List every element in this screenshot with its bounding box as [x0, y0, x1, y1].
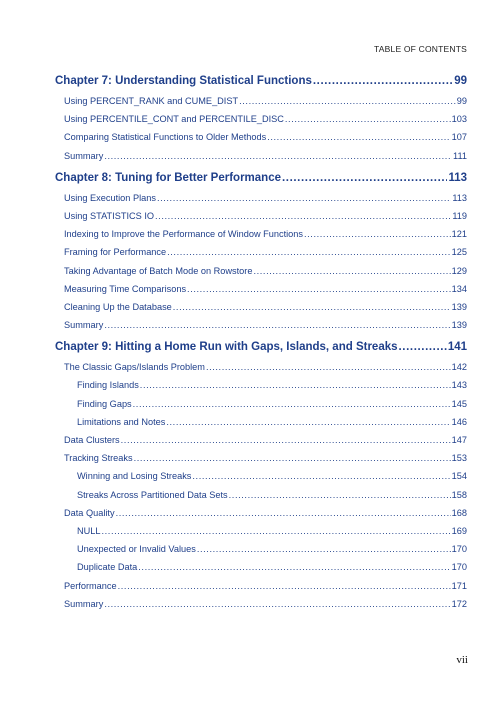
dot-leader — [133, 395, 451, 413]
dot-leader — [313, 70, 453, 92]
dot-leader — [239, 92, 456, 110]
dot-leader — [102, 522, 451, 540]
dot-leader — [229, 486, 451, 504]
toc-entry-page-number: 103 — [451, 114, 467, 125]
toc-section-entry[interactable] — [55, 243, 467, 261]
toc-entry-title: Framing for Performance — [64, 247, 167, 258]
dot-leader — [166, 413, 450, 431]
toc-entry-title: Measuring Time Comparisons — [64, 283, 187, 294]
toc-entry-title: Summary — [64, 320, 104, 331]
toc-section-entry[interactable] — [55, 147, 467, 165]
toc-entry-page-number: 154 — [451, 471, 467, 482]
table-of-contents — [55, 70, 467, 613]
toc-section-entry[interactable] — [55, 358, 467, 376]
toc-entry-title: Summary — [64, 150, 104, 161]
toc-section-entry[interactable] — [55, 431, 467, 449]
dot-leader — [116, 504, 451, 522]
dot-leader — [155, 207, 451, 225]
toc-section-entry[interactable] — [55, 280, 467, 298]
toc-entry-title: Chapter 8: Tuning for Better Performance — [55, 171, 281, 184]
dot-leader — [399, 336, 447, 358]
toc-section-entry[interactable] — [55, 298, 467, 316]
toc-entry-page-number: 143 — [451, 380, 467, 391]
dot-leader — [157, 189, 451, 207]
toc-entry-page-number: 168 — [451, 507, 467, 518]
dot-leader — [304, 225, 451, 243]
toc-section-entry[interactable] — [55, 595, 467, 613]
toc-entry-page-number: 121 — [451, 229, 467, 240]
toc-subsection-entry[interactable] — [55, 540, 467, 558]
toc-entry-title: NULL — [77, 525, 101, 536]
toc-entry-title: Limitations and Notes — [77, 416, 166, 427]
toc-entry-page-number: 170 — [451, 544, 467, 555]
toc-entry-page-number: 125 — [451, 247, 467, 258]
dot-leader — [192, 467, 450, 485]
dot-leader — [138, 558, 450, 576]
dot-leader — [173, 298, 451, 316]
toc-entry-title: Tracking Streaks — [64, 453, 133, 464]
toc-entry-title: Streaks Across Partitioned Data Sets — [77, 489, 228, 500]
dot-leader — [285, 110, 451, 128]
toc-entry-title: Duplicate Data — [77, 562, 138, 573]
dot-leader — [118, 577, 451, 595]
dot-leader — [104, 147, 452, 165]
toc-entry-title: The Classic Gaps/Islands Problem — [64, 362, 205, 373]
toc-section-entry[interactable] — [55, 449, 467, 467]
toc-entry-page-number: 139 — [451, 320, 467, 331]
dot-leader — [140, 376, 451, 394]
toc-entry-page-number: 119 — [452, 210, 467, 221]
toc-entry-page-number: 99 — [454, 75, 467, 87]
toc-subsection-entry[interactable] — [55, 522, 467, 540]
dot-leader — [134, 449, 451, 467]
toc-section-entry[interactable] — [55, 92, 467, 110]
toc-entry-page-number: 153 — [451, 453, 467, 464]
toc-subsection-entry[interactable] — [55, 486, 467, 504]
toc-entry-page-number: 142 — [451, 362, 467, 373]
toc-subsection-entry[interactable] — [55, 395, 467, 413]
dot-leader — [267, 128, 450, 146]
toc-entry-title: Data Quality — [64, 507, 115, 518]
dot-leader — [282, 167, 447, 189]
toc-entry-page-number: 170 — [451, 562, 467, 573]
toc-entry-title: Finding Gaps — [77, 398, 132, 409]
toc-entry-page-number: 171 — [451, 580, 467, 591]
dot-leader — [167, 243, 451, 261]
toc-entry-title: Finding Islands — [77, 380, 139, 391]
toc-entry-title: Using Execution Plans — [64, 192, 156, 203]
toc-chapter-entry[interactable] — [55, 167, 467, 189]
toc-section-entry[interactable] — [55, 110, 467, 128]
toc-entry-page-number: 111 — [453, 150, 467, 161]
toc-entry-title: Comparing Statistical Functions to Older Methods — [64, 132, 267, 143]
toc-entry-page-number: 146 — [451, 416, 467, 427]
toc-subsection-entry[interactable] — [55, 558, 467, 576]
toc-entry-page-number: 145 — [451, 398, 467, 409]
toc-section-entry[interactable] — [55, 504, 467, 522]
toc-entry-title: Using PERCENT_RANK and CUME_DIST — [64, 96, 239, 106]
toc-entry-page-number: 99 — [456, 96, 467, 106]
toc-chapter-entry[interactable] — [55, 70, 467, 92]
running-head: TABLE OF CONTENTS — [374, 44, 467, 54]
toc-section-entry[interactable] — [55, 262, 467, 280]
toc-entry-title: Using PERCENTILE_CONT and PERCENTILE_DISC — [64, 114, 284, 125]
toc-entry-title: Taking Advantage of Batch Mode on Rowstore — [64, 265, 253, 276]
dot-leader — [253, 262, 450, 280]
toc-section-entry[interactable] — [55, 207, 467, 225]
toc-section-entry[interactable] — [55, 577, 467, 595]
toc-entry-title: Winning and Losing Streaks — [77, 471, 192, 482]
toc-section-entry[interactable] — [55, 128, 467, 146]
toc-section-entry[interactable] — [55, 316, 467, 334]
toc-section-entry[interactable] — [55, 189, 467, 207]
toc-entry-page-number: 172 — [451, 598, 467, 609]
toc-entry-title: Data Clusters — [64, 435, 120, 445]
toc-entry-page-number: 107 — [451, 132, 467, 143]
toc-entry-title: Performance — [64, 580, 117, 591]
toc-entry-page-number: 113 — [452, 192, 467, 203]
toc-entry-title: Using STATISTICS IO — [64, 210, 155, 221]
dot-leader — [121, 431, 451, 449]
toc-subsection-entry[interactable] — [55, 467, 467, 485]
toc-entry-page-number: 158 — [451, 489, 467, 500]
toc-entry-page-number: 139 — [451, 301, 467, 312]
toc-entry-page-number: 129 — [451, 265, 467, 276]
toc-entry-title: Chapter 7: Understanding Statistical Functions — [55, 75, 312, 87]
dot-leader — [104, 595, 450, 613]
toc-entry-page-number: 134 — [451, 283, 467, 294]
page-number: vii — [456, 654, 468, 666]
toc-entry-title: Chapter 9: Hitting a Home Run with Gaps, Islands, and Streaks — [55, 341, 398, 354]
dot-leader — [187, 280, 451, 298]
toc-entry-title: Indexing to Improve the Performance of Window Functions — [64, 229, 303, 240]
toc-entry-title: Unexpected or Invalid Values — [77, 544, 196, 555]
toc-entry-page-number: 113 — [448, 171, 467, 184]
dot-leader — [197, 540, 451, 558]
toc-entry-title: Cleaning Up the Database — [64, 301, 172, 312]
dot-leader — [206, 358, 451, 376]
toc-entry-page-number: 147 — [451, 435, 467, 445]
toc-entry-page-number: 141 — [447, 341, 467, 354]
toc-chapter-entry[interactable] — [55, 336, 467, 358]
toc-section-entry[interactable] — [55, 225, 467, 243]
toc-entry-title: Summary — [64, 598, 104, 609]
toc-subsection-entry[interactable] — [55, 376, 467, 394]
toc-entry-page-number: 169 — [451, 525, 467, 536]
dot-leader — [104, 316, 450, 334]
toc-subsection-entry[interactable] — [55, 413, 467, 431]
